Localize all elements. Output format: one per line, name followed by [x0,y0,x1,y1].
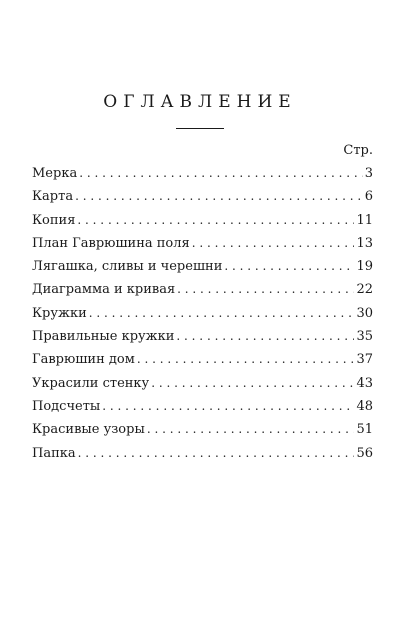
toc-entry[interactable] [32,185,373,208]
toc-entry-page: 22 [356,282,373,298]
toc-entry-page: 56 [356,445,373,461]
toc-list [32,162,373,465]
toc-entry-title: Карта [32,189,74,205]
toc-entry-title: Диаграмма и кривая [32,282,176,298]
toc-entry[interactable] [32,372,373,395]
toc-entry-title: Красивые узоры [32,422,145,438]
toc-entry[interactable] [32,325,373,348]
leader-dots [147,418,355,441]
toc-entry-page: 19 [356,259,373,275]
toc-entry-page: 30 [356,305,373,321]
toc-entry[interactable] [32,232,373,255]
toc-entry-title: Копия [32,212,76,228]
toc-entry-title: Мерка [32,166,78,181]
toc-entry[interactable] [32,278,373,301]
leader-dots [89,302,355,325]
toc-entry-title: Папка [32,445,76,461]
toc-entry-title: Кружки [32,305,87,321]
toc-entry[interactable] [32,209,373,232]
toc-entry[interactable] [32,348,373,371]
title-divider [176,128,224,129]
toc-entry[interactable] [32,442,373,465]
toc-entry[interactable] [32,418,373,441]
toc-entry-title: Гаврюшин дом [32,352,135,368]
toc-entry-page: 11 [356,212,373,228]
toc-entry-page: 13 [356,235,373,251]
leader-dots [177,278,354,301]
toc-entry[interactable] [32,302,373,325]
toc-entry-page: 43 [356,375,373,391]
toc-entry-page: 3 [364,166,373,181]
leader-dots [192,232,355,255]
toc-title: ОГЛАВЛЕНИЕ [103,92,297,112]
toc-entry-title: Подсчеты [32,398,101,414]
toc-entry-page: 35 [356,329,373,345]
toc-entry-title: Лягашка, сливы и черешни [32,259,223,275]
leader-dots [79,162,363,185]
leader-dots [224,255,354,278]
toc-entry-title: Правильные кружки [32,329,175,345]
toc-entry-page: 48 [356,398,373,414]
leader-dots [137,348,355,371]
toc-entry-title: План Гаврюшина поля [32,235,190,251]
leader-dots [102,395,354,418]
leader-dots [176,325,354,348]
toc-entry-page: 37 [356,352,373,368]
page-column-label: Стр. [343,143,373,158]
toc-entry[interactable] [32,255,373,278]
leader-dots [75,185,363,208]
toc-entry-page: 6 [364,189,373,205]
toc-entry-page: 51 [356,422,373,438]
leader-dots [151,372,354,395]
leader-dots [77,209,354,232]
toc-entry-title: Украсили стенку [32,375,150,391]
toc-entry[interactable] [32,162,373,185]
toc-entry[interactable] [32,395,373,418]
leader-dots [78,442,355,465]
